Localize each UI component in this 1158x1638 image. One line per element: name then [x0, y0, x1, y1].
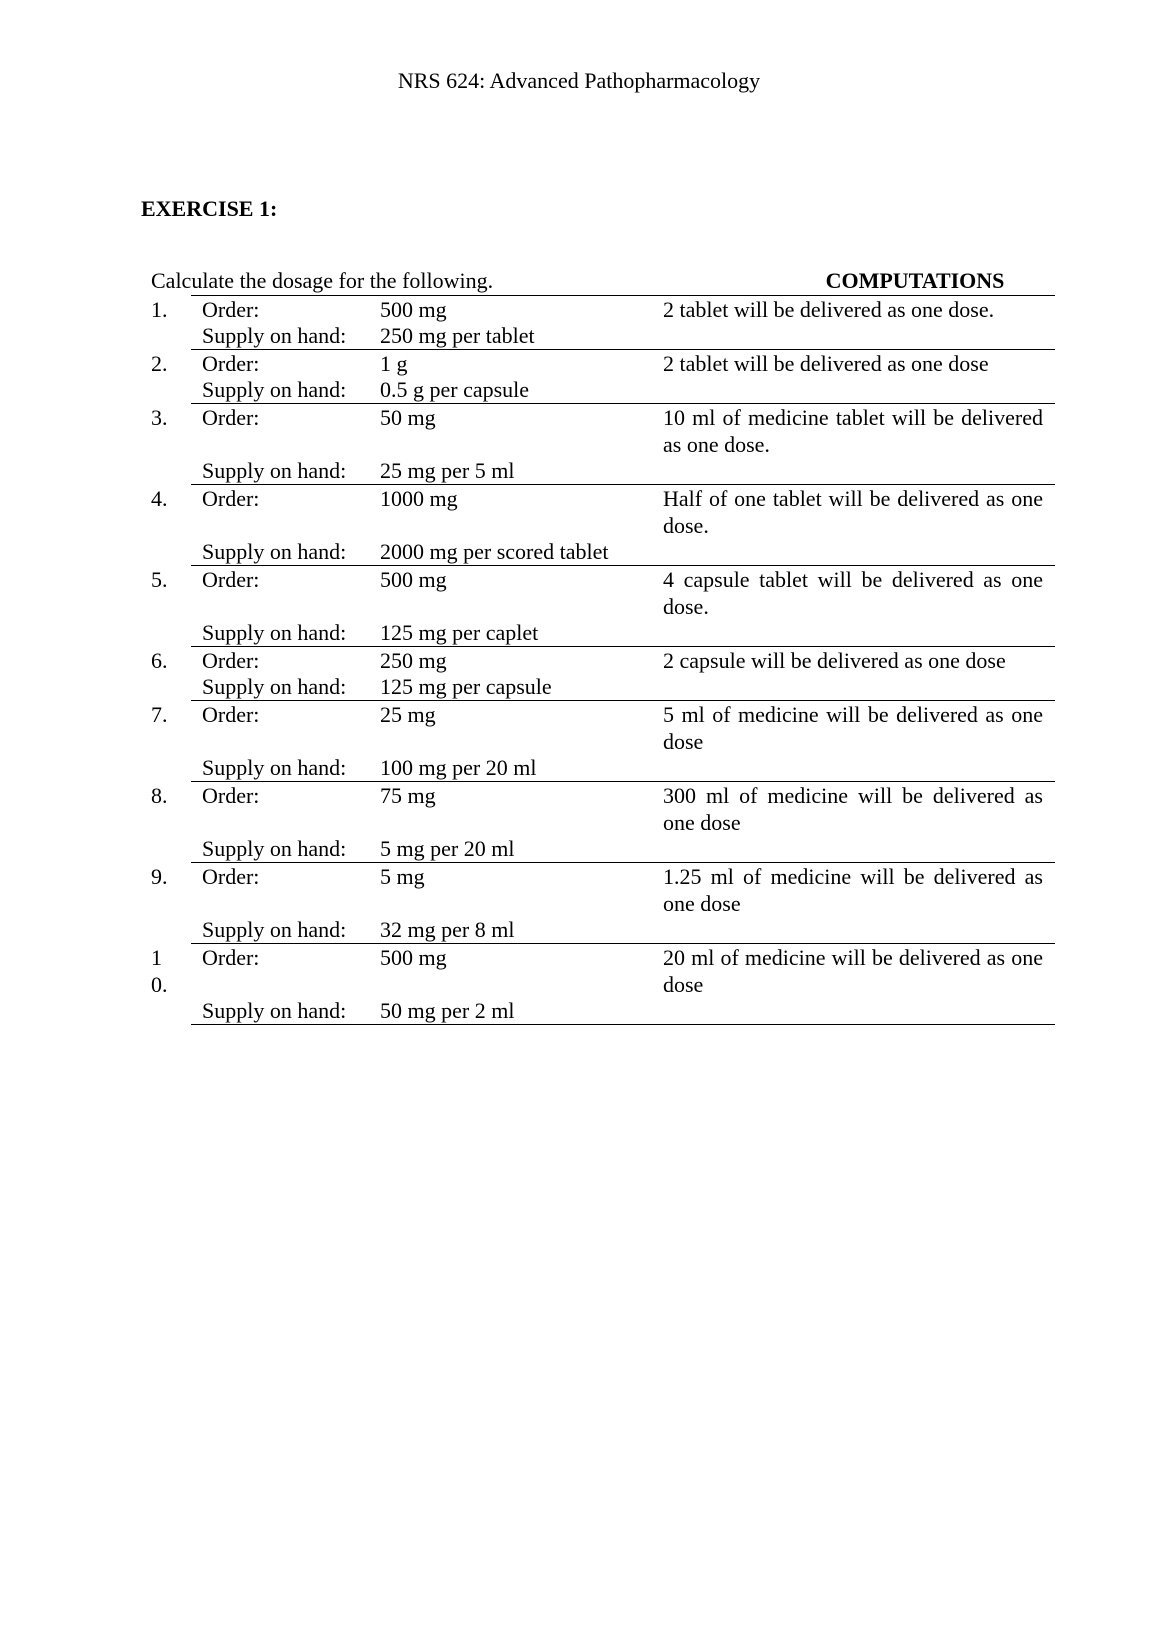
- supply-value: 5 mg per 20 ml: [380, 836, 515, 861]
- order-value: 1 g: [380, 351, 408, 376]
- item-number: 2.: [151, 351, 168, 376]
- computation-text: 4 capsule tablet will be delivered as one dose.: [663, 567, 1043, 619]
- supply-value: 0.5 g per capsule: [380, 377, 530, 402]
- item-number: 10.: [151, 945, 168, 997]
- supply-value: 100 mg per 20 ml: [380, 755, 537, 780]
- order-value: 50 mg: [380, 405, 436, 430]
- instruction-text: Calculate the dosage for the following.: [151, 268, 494, 293]
- order-value: 500 mg: [380, 297, 447, 322]
- item-number: 9.: [151, 864, 168, 889]
- supply-label: Supply on hand:: [202, 998, 347, 1023]
- order-label: Order:: [202, 702, 260, 727]
- supply-label: Supply on hand:: [202, 323, 347, 348]
- supply-value: 2000 mg per scored tablet: [380, 539, 609, 564]
- supply-label: Supply on hand:: [202, 458, 347, 483]
- order-label: Order:: [202, 297, 260, 322]
- order-value: 5 mg: [380, 864, 425, 889]
- item-number: 7.: [151, 702, 168, 727]
- supply-label: Supply on hand:: [202, 620, 347, 645]
- item-number: 6.: [151, 648, 168, 673]
- computation-text: 20 ml of medicine will be delivered as one dose: [663, 945, 1043, 997]
- order-label: Order:: [202, 783, 260, 808]
- dosage-item-6: [151, 647, 1055, 701]
- computation-text: 2 tablet will be delivered as one dose.: [663, 297, 995, 322]
- supply-label: Supply on hand:: [202, 539, 347, 564]
- computation-text: 300 ml of medicine will be delivered as one dose: [663, 783, 1043, 835]
- item-number: 1.: [151, 297, 168, 322]
- dosage-item-4: [151, 485, 1055, 566]
- item-number: 5.: [151, 567, 168, 592]
- order-label: Order:: [202, 648, 260, 673]
- supply-label: Supply on hand:: [202, 836, 347, 861]
- dosage-item-5: [151, 566, 1055, 647]
- order-label: Order:: [202, 405, 260, 430]
- dosage-item-2: [151, 350, 1055, 404]
- order-value: 250 mg: [380, 648, 447, 673]
- supply-label: Supply on hand:: [202, 755, 347, 780]
- order-value: 500 mg: [380, 567, 447, 592]
- computation-text: 1.25 ml of medicine will be delivered as one dose: [663, 864, 1043, 916]
- dosage-item-9: [151, 863, 1055, 944]
- computation-text: 2 tablet will be delivered as one dose: [663, 351, 989, 376]
- order-label: Order:: [202, 486, 260, 511]
- supply-value: 250 mg per tablet: [380, 323, 535, 348]
- computation-text: 5 ml of medicine will be delivered as one dose: [663, 702, 1043, 754]
- supply-value: 32 mg per 8 ml: [380, 917, 515, 942]
- order-label: Order:: [202, 351, 260, 376]
- dosage-item-3: [151, 404, 1055, 485]
- order-label: Order:: [202, 864, 260, 889]
- order-value: 1000 mg: [380, 486, 458, 511]
- supply-value: 125 mg per caplet: [380, 620, 539, 645]
- supply-value: 125 mg per capsule: [380, 674, 552, 699]
- supply-label: Supply on hand:: [202, 377, 347, 402]
- dosage-table: [151, 268, 1055, 1025]
- exercise-title: EXERCISE 1:: [141, 196, 278, 221]
- order-value: 500 mg: [380, 945, 447, 970]
- order-value: 25 mg: [380, 702, 436, 727]
- order-label: Order:: [202, 945, 260, 970]
- computation-text: Half of one tablet will be delivered as one dose.: [663, 486, 1043, 538]
- computation-text: 10 ml of medicine tablet will be delivered as one dose.: [663, 405, 1043, 457]
- supply-value: 25 mg per 5 ml: [380, 458, 515, 483]
- supply-label: Supply on hand:: [202, 674, 347, 699]
- divider: [191, 1024, 1055, 1025]
- dosage-item-10: [151, 944, 1055, 1025]
- dosage-item-1: [151, 296, 1055, 350]
- order-value: 75 mg: [380, 783, 436, 808]
- item-number: 8.: [151, 783, 168, 808]
- computations-heading: COMPUTATIONS: [825, 268, 1005, 293]
- order-label: Order:: [202, 567, 260, 592]
- table-header-row: [151, 268, 1055, 296]
- item-number: 4.: [151, 486, 168, 511]
- dosage-item-7: [151, 701, 1055, 782]
- supply-label: Supply on hand:: [202, 917, 347, 942]
- computation-text: 2 capsule will be delivered as one dose: [663, 648, 1006, 673]
- item-number: 3.: [151, 405, 168, 430]
- supply-value: 50 mg per 2 ml: [380, 998, 515, 1023]
- page-header-title: NRS 624: Advanced Pathopharmacology: [397, 68, 761, 93]
- dosage-item-8: [151, 782, 1055, 863]
